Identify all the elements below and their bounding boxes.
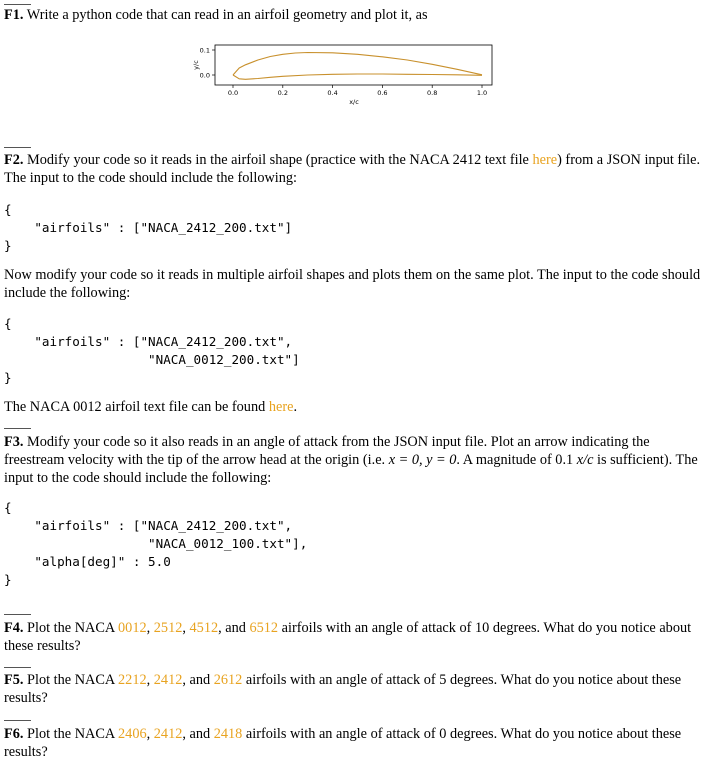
f3-text-a: Modify your code so it also reads in an angle of attack from the JSON input file. Plot an arrow indicating the freestream velocity with the tip of the arrow head at the origin (i.e. [4, 434, 650, 468]
f5-text-before: Plot the NACA [27, 672, 119, 688]
section-divider [4, 147, 31, 148]
f3-code-line: } [4, 572, 12, 587]
f1-text: Write a python code that can read in an airfoil geometry and plot it, as [26, 7, 428, 23]
f4-label: F4. [4, 620, 24, 636]
airfoil-upper-surface-line [233, 53, 482, 76]
airfoil-plot [194, 37, 504, 117]
f5-paragraph: F5. Plot the NACA 2212, 2412, and 2612 airfoils with an angle of attack of 5 degrees. What do you notice about these results? [4, 672, 682, 706]
f3-code-line: "NACA_0012_100.txt"], [4, 536, 308, 551]
f3-code-line: { [4, 500, 12, 515]
f4-text-before: Plot the NACA [27, 620, 119, 636]
section-divider [4, 667, 31, 668]
x-tick-label: 0.8 [427, 89, 438, 97]
f3-math-xc: x/c [576, 452, 594, 468]
f3-text-c: is sufficient). The input to the code should include the following: [4, 452, 698, 486]
f1-label: F1. [4, 7, 24, 23]
f2-code2-line: "NACA_0012_200.txt"] [4, 352, 300, 367]
f3-paragraph [4, 433, 706, 487]
x-tick-label: 0.2 [277, 89, 288, 97]
section-divider [4, 614, 31, 615]
f2-code2-line: } [4, 370, 12, 385]
f6-text-after: airfoils with an angle of attack of 0 degrees. What do you notice about these results? [4, 726, 682, 760]
naca2412-file-link[interactable]: here [532, 152, 558, 168]
f6-label: F6. [4, 726, 24, 742]
f3-text-b: . A magnitude of 0.1 [456, 452, 577, 468]
f4-text-after: airfoils with an angle of attack of 10 degrees. What do you notice about these results? [4, 620, 692, 654]
x-tick-label: 0.4 [327, 89, 338, 97]
naca-0012-link[interactable]: 0012 [118, 620, 147, 636]
f2-paragraph-2: Now modify your code so it reads in multiple airfoil shapes and plots them on the same plot. The input to the code should include the following: [4, 267, 701, 301]
section-divider [4, 4, 31, 5]
f5-text-after: airfoils with an angle of attack of 5 degrees. What do you notice about these results? [4, 672, 682, 706]
f5-label: F5. [4, 672, 24, 688]
f6-text-before: Plot the NACA [27, 726, 119, 742]
x-axis-label: x/c [349, 98, 359, 106]
naca-2212-link[interactable]: 2212 [118, 672, 147, 688]
f2-text-after: ) from a JSON input file. The input to the code should include the following: [4, 152, 701, 186]
naca-2412-link[interactable]: 2412 [153, 672, 183, 688]
naca-2412-link[interactable]: 2412 [153, 726, 183, 742]
f2-code2-line: "airfoils" : ["NACA_2412_200.txt", [4, 334, 293, 349]
x-tick-label: 0.0 [227, 89, 239, 97]
section-divider [4, 720, 31, 721]
x-tick-label: 1.0 [476, 89, 488, 97]
naca-2406-link[interactable]: 2406 [118, 726, 147, 742]
naca-2418-link[interactable]: 2418 [213, 726, 243, 742]
f3-label: F3. [4, 434, 24, 450]
naca-2512-link[interactable]: 2512 [153, 620, 183, 636]
f2-code2-line: { [4, 316, 12, 331]
y-tick-label: 0.0 [199, 71, 210, 80]
f6-paragraph: F6. Plot the NACA 2406, 2412, and 2418 airfoils with an angle of attack of 0 degrees. What do you notice about these results? [4, 726, 682, 760]
naca-2612-link[interactable]: 2612 [213, 672, 243, 688]
f3-math-origin: x = 0, y = 0 [388, 452, 457, 468]
naca-6512-link[interactable]: 6512 [249, 620, 279, 636]
f2-paragraph-3 [4, 398, 706, 416]
x-tick-label: 0.6 [377, 89, 388, 97]
f3-code-line: "alpha[deg]" : 5.0 [4, 554, 171, 569]
f2-code-line: "airfoils" : ["NACA_2412_200.txt"] [4, 220, 293, 235]
naca-4512-link[interactable]: 4512 [189, 620, 219, 636]
f1-paragraph [4, 6, 706, 24]
airfoil-lower-surface-line [233, 74, 482, 79]
y-axis-label: y/c [192, 60, 200, 70]
f2-paragraph [4, 151, 706, 187]
f3-code-line: "airfoils" : ["NACA_2412_200.txt", [4, 518, 293, 533]
f2-text-before: Modify your code so it reads in the airfoil shape (practice with the NACA 2412 text file [27, 152, 533, 168]
f2-para3-text: The NACA 0012 airfoil text file can be found [4, 399, 269, 415]
f4-paragraph: F4. Plot the NACA 0012, 2512, 4512, and 6512 airfoils with an angle of attack of 10 degrees. What do you notice about these results? [4, 620, 692, 654]
f2-label: F2. [4, 152, 24, 168]
section-divider [4, 428, 31, 429]
f2-code-line: } [4, 238, 12, 253]
f2-para3-period: . [293, 399, 298, 415]
y-tick-label: 0.1 [199, 46, 210, 55]
naca0012-file-link[interactable]: here [268, 399, 294, 415]
f2-code-line: { [4, 202, 12, 217]
